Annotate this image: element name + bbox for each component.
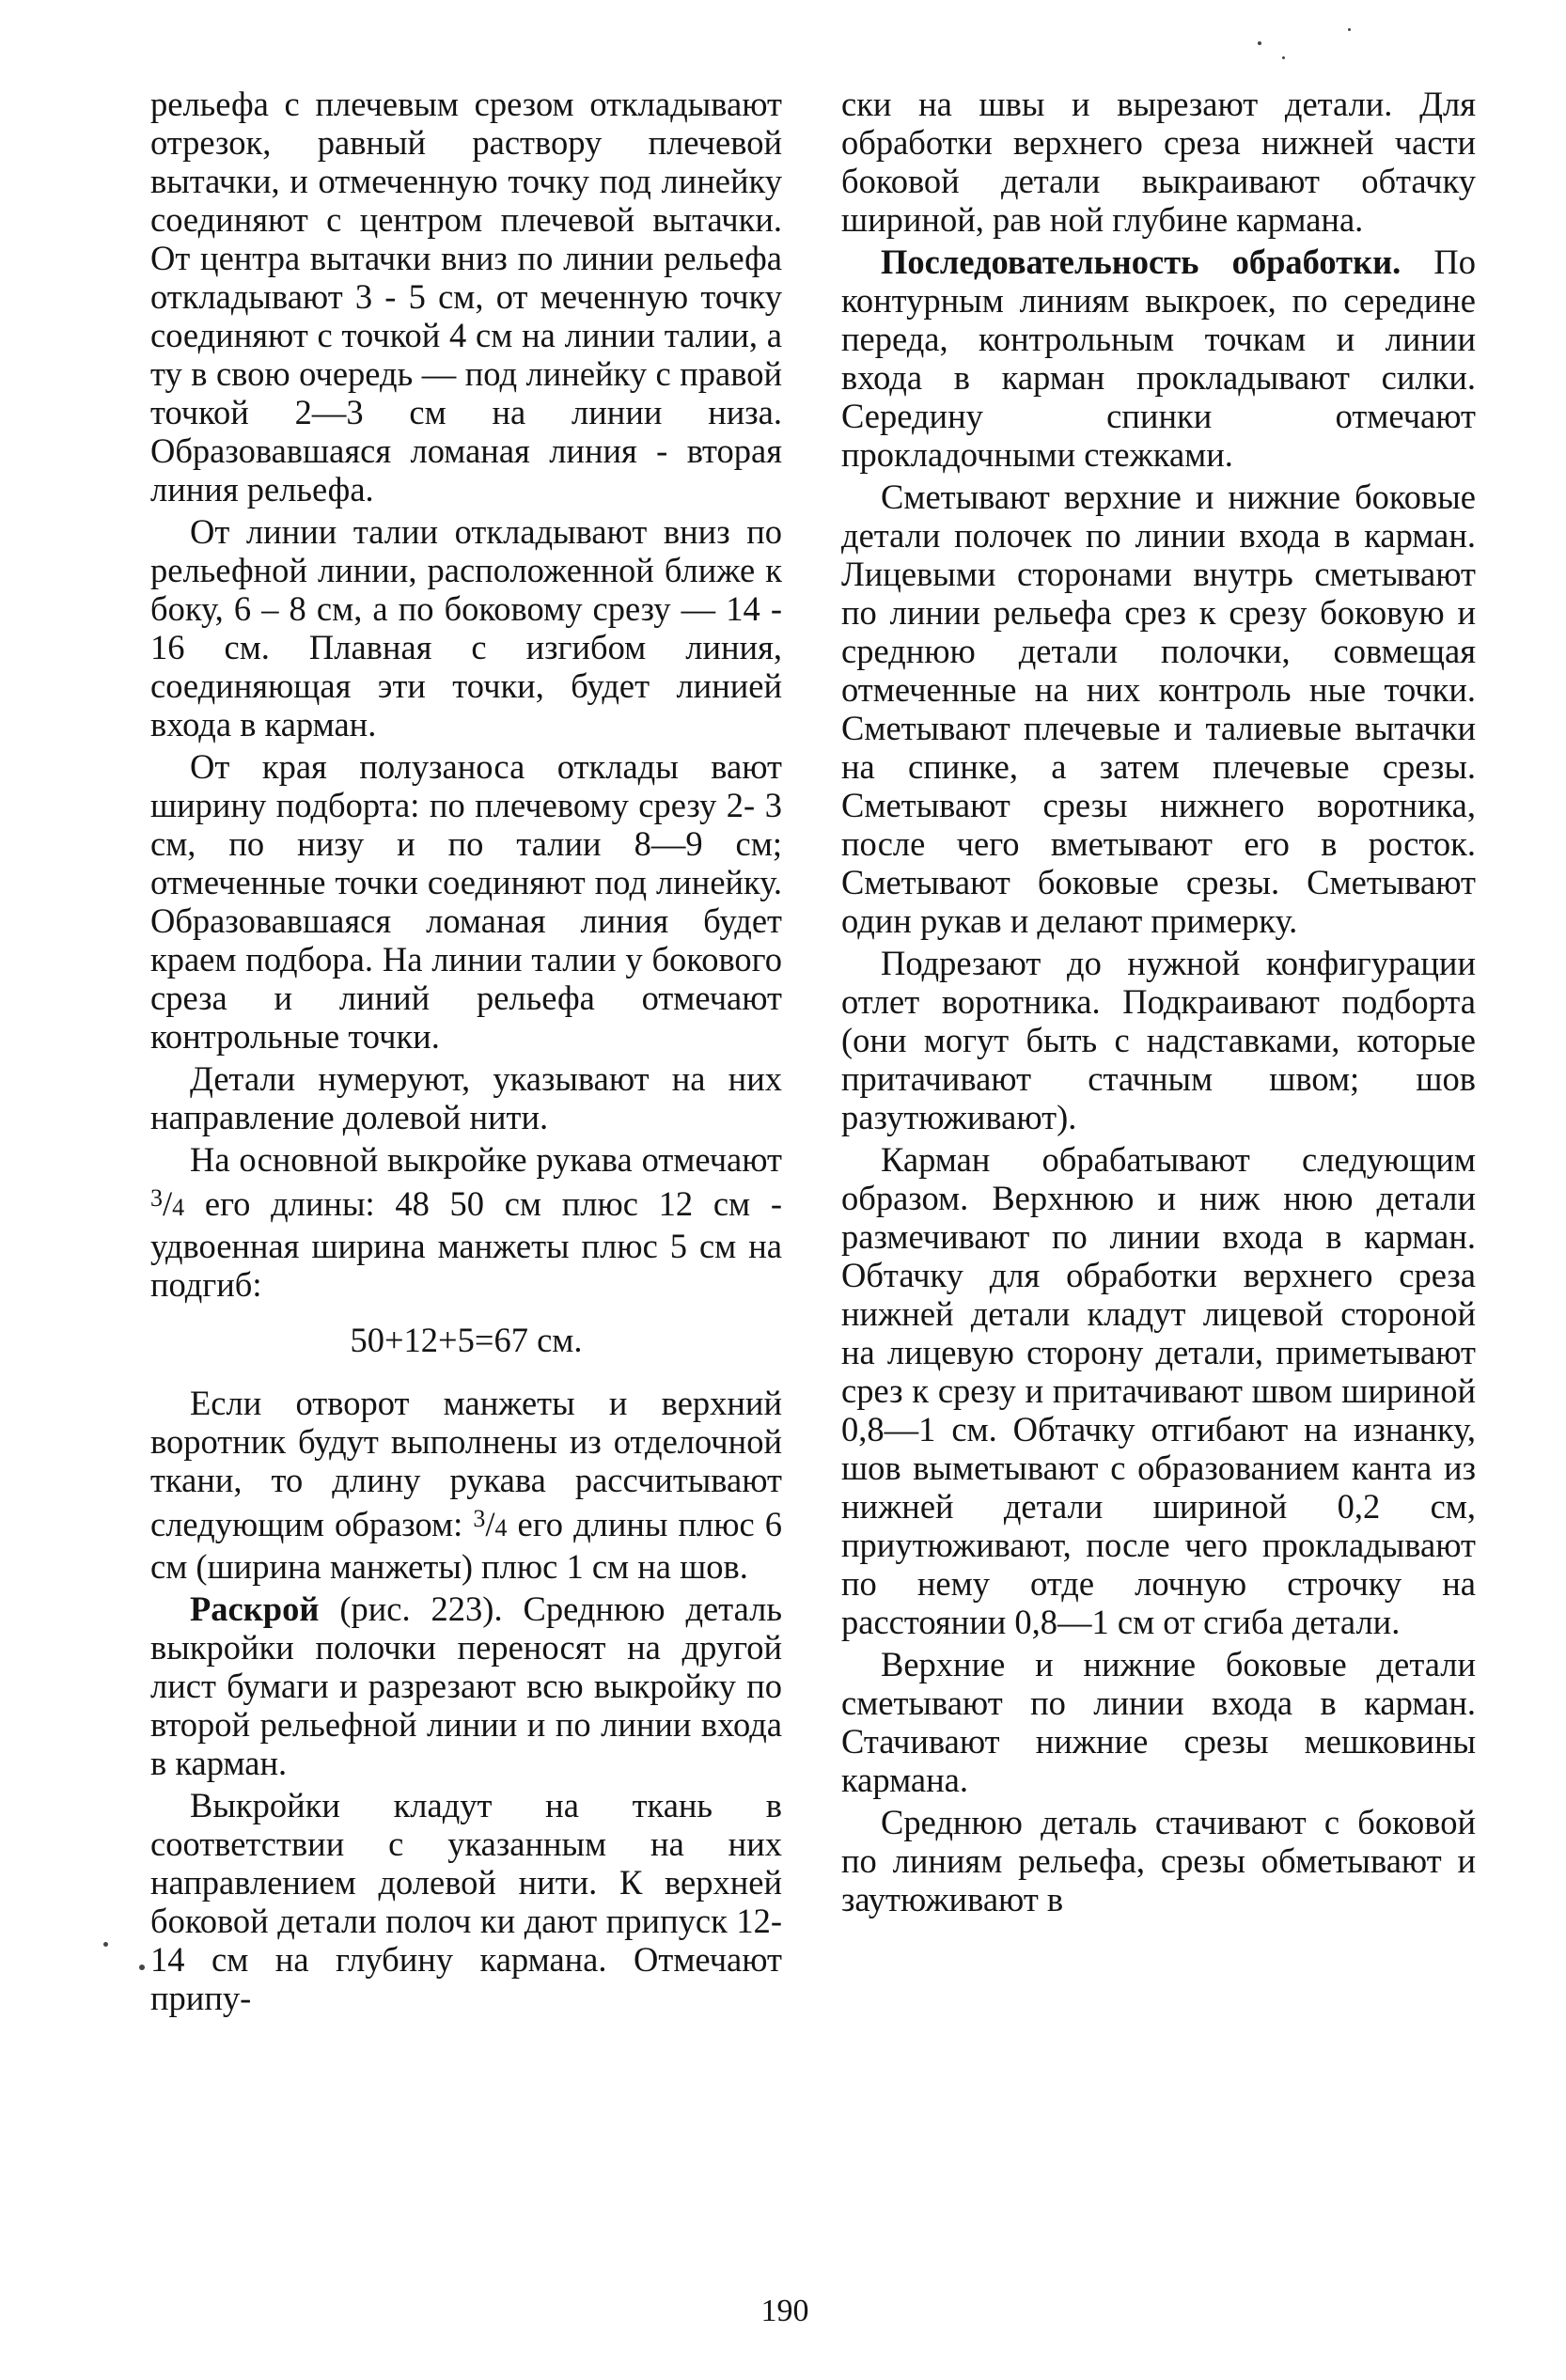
text-run: его длины плюс 6 см (ширина манжеты) плюс 1 см на шов. — [150, 1505, 783, 1586]
paragraph: Если отворот манжеты и верхний воротник будут выполнены из отделочной ткани, то длину рукава рассчитывают следующим образом: $^3$/4 его длины плюс 6 см (ширина манжеты) плюс 1 см на шов. — [150, 1384, 783, 1586]
paragraph: От линии талии откладывают вниз по рельефной линии, расположенной ближе к боку, 6 – 8 см, а по боковому срезу — 14 - 16 см. Плавная с изгибом линия, соединяющая эти точки, будет линией входа в карман. — [150, 512, 782, 744]
paragraph — [841, 243, 1476, 474]
paragraph: Детали нумеруют, указывают на них направление долевой нити. — [150, 1059, 782, 1136]
text-run: На основной выкройке рукава отмечают — [190, 1140, 782, 1179]
paragraph: Сметывают верхние и нижние боковые детали полочек по линии входа в карман. Лицевыми сторонами внутрь сметывают по линии рельефа срез к срезу боковую и среднюю детали полочки, совмещая отмеченные на них контроль ные точки. Сметывают плечевые и талиевые вытачки на спинке, а затем плечевые срезы. Сметывают срезы нижнего воротника, после чего вметывают его в росток. Сметывают боковые срезы. Сметывают один рукав и делают примерку. — [841, 478, 1476, 940]
paragraph: От края полузаноса отклады вают ширину подборта: по плечевому срезу 2- 3 см, по низу и по талии 8—9 см; отмеченные точки соединяют под линейку. Образовавшаяся ломаная линия будет краем подбора. На линии талии у бокового среза и линий рельефа отмечают контрольные точки. — [150, 747, 782, 1056]
right-text-column — [841, 85, 1476, 1922]
text-run: его длины: 48 50 см плюс 12 см - удвоенная ширина манжеты плюс 5 см на подгиб: — [150, 1184, 783, 1304]
paragraph — [150, 1589, 782, 1782]
fraction-numerator: 3 — [473, 1505, 486, 1532]
text-run: (рис. 223). Среднюю деталь выкройки полочки переносят на другой лист бумаги и разрезают всю выкройку по второй рельефной линии и по линии входа в карман. — [150, 1589, 782, 1782]
page-number: 190 — [760, 2294, 809, 2328]
paragraph: Верхние и нижние боковые детали сметывают по линии входа в карман. Стачивают нижние срезы мешковины кармана. — [841, 1645, 1476, 1799]
section-heading: Последовательность обработки. — [881, 243, 1402, 281]
paragraph: На основной выкройке рукава отмечают $^3$/4 его длины: 48 50 см плюс 12 см - удвоенная ширина манжеты плюс 5 см на подгиб: — [150, 1140, 783, 1304]
scan-speck — [139, 1965, 145, 1970]
scan-speck — [1282, 56, 1285, 59]
paragraph: Выкройки кладут на ткань в соответствии с указанным на них направлением долевой нити. К верхней боковой детали полоч ки дают припуск 12- 14 см на глубину кармана. Отмечают припу- — [150, 1786, 782, 2017]
scan-speck — [1258, 41, 1261, 45]
paragraph: рельефа с плечевым срезом откладывают отрезок, равный раствору плечевой вытачки, и отмеченную точку под линейку соединяют с центром плечевой вытачки. От центра вытачки вниз по линии рельефа откладывают 3 - 5 см, от меченную точку соединяют с точкой 4 см на линии талии, а ту в свою очередь — под линейку с правой точкой 2—3 см на линии низа. Образовавшаяся ломаная линия - вторая линия рельефа. — [150, 85, 782, 509]
left-text-column — [150, 85, 782, 2021]
paragraph: Среднюю деталь стачивают с боковой по линиям рельефа, срезы обметывают и заутюживают в — [841, 1803, 1476, 1918]
fraction-denominator: 4 — [494, 1514, 508, 1542]
fraction-numerator: 3 — [150, 1184, 163, 1212]
paragraph: ски на швы и вырезают детали. Для обработки верхнего среза нижней части боковой детали выкраивают обтачку шириной, рав ной глубине кармана. — [841, 85, 1476, 239]
section-heading: Раскрой — [190, 1589, 320, 1628]
scan-speck — [103, 1942, 108, 1947]
formula: 50+12+5=67 см. — [350, 1321, 583, 1359]
paragraph: Подрезают до нужной конфигурации отлет воротника. Подкраивают подборта (они могут быть с надставками, которые притачивают стачным швом; шов разутюживают). — [841, 944, 1476, 1136]
text-run: По контурным линиям выкроек, по середине переда, контрольным точкам и линии входа в карман прокладывают силки. Середину спинки отмечают прокладочными стежками. — [841, 243, 1477, 474]
paragraph: Карман обрабатывают следующим образом. Верхнюю и ниж нюю детали размечивают по линии входа в карман. Обтачку для обработки верхнего среза нижней детали кладут лицевой стороной на лицевую сторону детали, приметывают срез к срезу и притачивают швом шириной 0,8—1 см. Обтачку отгибают на изнанку, шов выметывают с образованием канта из нижней детали шириной 0,2 см, приутюживают, после чего прокладывают по нему отде лочную строчку на расстоянии 0,8—1 см от сгиба детали. — [841, 1140, 1476, 1641]
scan-speck — [1348, 28, 1351, 31]
text-run: Если отворот манжеты и верхний воротник будут выполнены из отделочной ткани, то длину рукава рассчитывают следующим образом: — [150, 1384, 782, 1543]
fraction-denominator: 4 — [172, 1194, 185, 1221]
